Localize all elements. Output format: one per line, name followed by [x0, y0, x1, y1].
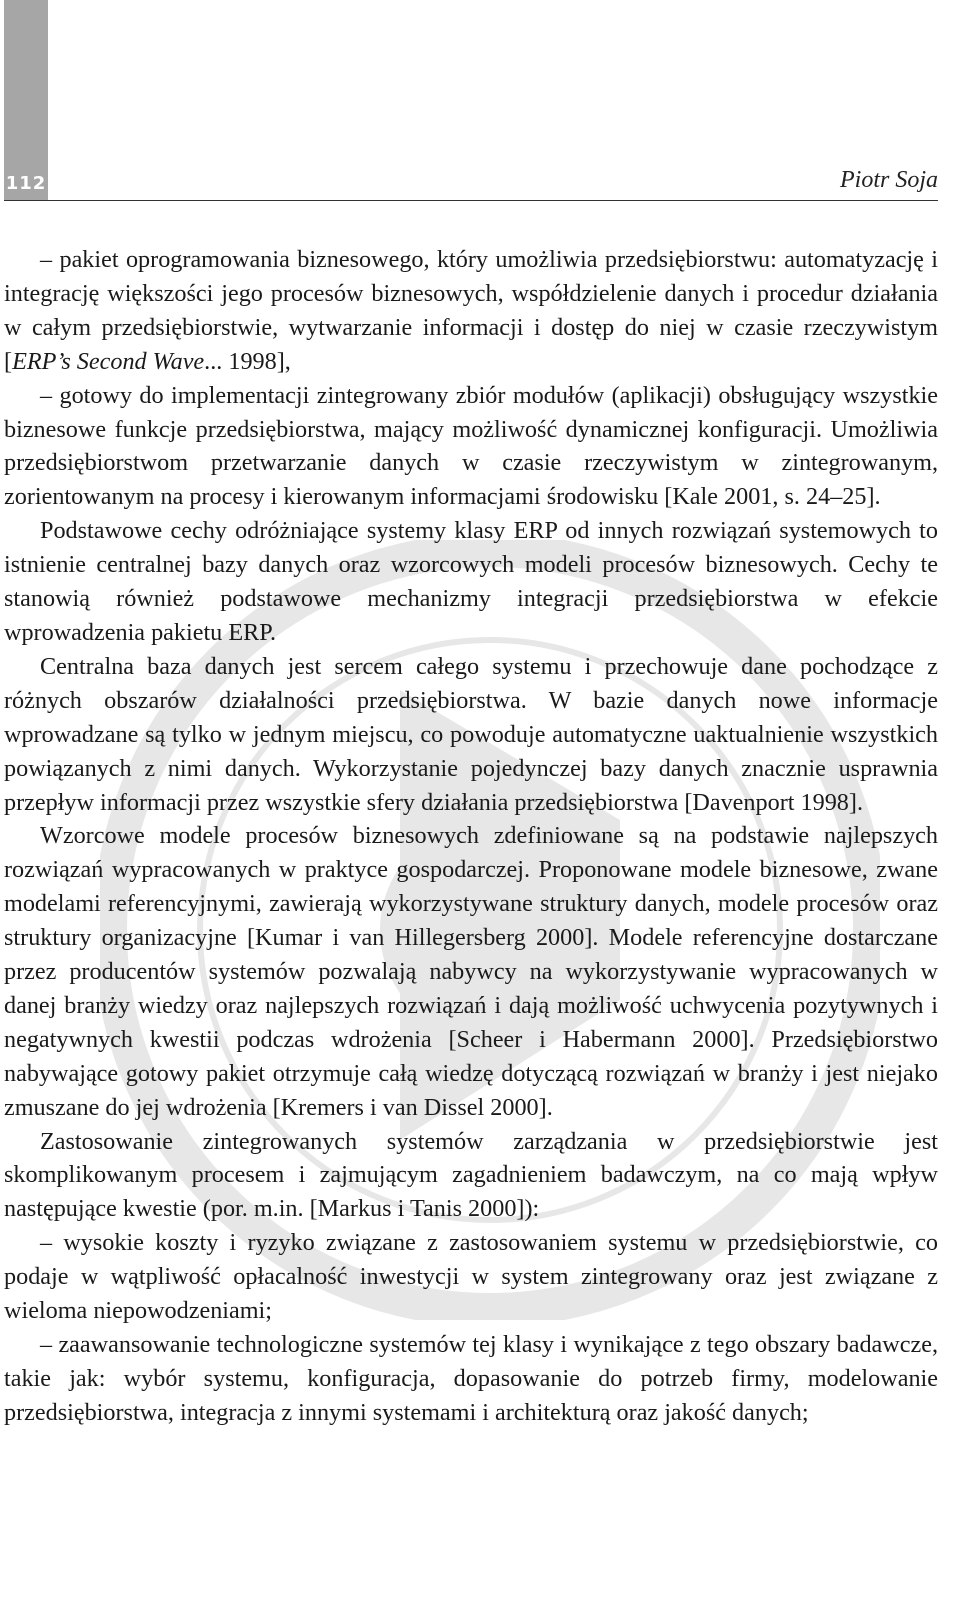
page-number-tab [4, 0, 48, 200]
list-item-technology: – zaawansowanie technologiczne systemów tej klasy i wynikające z tego obszary badawcze, takie jak: wybór systemu, konfiguracja, dopasowanie do potrzeb firmy, modelowanie przedsiębiorstwa, integracja z innymi systemami i architekturą oraz jakość danych; [4, 1331, 938, 1426]
paragraph-central-database: Centralna baza danych jest sercem całego systemu i przechowuje dane pochodzące z różnych obszarów działalności przedsiębiorstwa. W bazie danych nowe informacje wprowadzane są tylko w jednym miejscu, co powoduje automatyczne uaktualnienie wszystkich powiązanych z nimi danych. Wykorzystanie pojedynczej bazy danych znacznie usprawnia przepływ informacji przez wszystkie sfery działania przedsiębiorstwa [Davenport 1998]. [4, 652, 938, 816]
header-rule [4, 200, 938, 201]
paragraph-erp-features: Podstawowe cechy odróżniające systemy klasy ERP od innych rozwiązań systemowych to istnienie centralnej bazy danych oraz wzorcowych modeli procesów biznesowych. Cechy te stanowią również podstawowe mechanizmy integracji przedsiębiorstwa w efekcie wprowadzenia pakietu ERP. [4, 517, 938, 646]
page-number: 112 [5, 173, 47, 194]
list-item-costs-risk: – wysokie koszty i ryzyko związane z zastosowaniem systemu w przedsiębiorstwie, co podaje w wątpliwość opłacalność inwestycji w system zintegrowany oraz jest związane z wieloma niepowodzeniami; [4, 1229, 938, 1325]
running-header-author: Piotr Soja [839, 167, 938, 193]
paragraph-definition-1: – pakiet oprogramowania biznesowego, który umożliwia przedsiębiorstwu: automatyzację i integrację większości jego procesów biznesowych, współdzielenie danych i procedur działania w całym przedsiębiorstwie, wytwarzanie informacji i dostęp do niej w czasie rzeczywistym [ERP’s Second Wave... 1998], [4, 246, 938, 375]
paragraph-reference-models: Wzorcowe modele procesów biznesowych zdefiniowane są na podstawie najlepszych rozwiązań wypracowanych w praktyce gospodarczej. Proponowane modele biznesowe, zwane modelami referencyjnymi, zawierają wykorzystywane struktury danych, modele procesów oraz struktury organizacyjne [Kumar i van Hillegersberg 2000]. Modele referencyjne dostarczane przez producentów systemów pozwalają nabywcy na wykorzystywanie wypracowanych w danej branży wiedzy oraz najlepszych rozwiązań i dają możliwość uchwycenia pozytywnych i negatywnych kwestii podczas wdrożenia [Scheer i Habermann 2000]. Przedsiębiorstwo nabywające gotowy pakiet otrzymuje całą wiedzę dotyczącą rozwiązań w branży i jest niejako zmuszane do jej wdrożenia [Kremers i van Dissel 2000]. [4, 822, 938, 1121]
cited-title: ERP’s Second Wave [12, 347, 205, 375]
paragraph-definition-2: – gotowy do implementacji zintegrowany zbiór modułów (aplikacji) obsługujący wszystkie biznesowe funkcje przedsiębiorstwa, mający możliwość dynamicznej konfiguracji. Umożliwia przedsiębiorstwom przetwarzanie danych w czasie rzeczywistym w zintegrowanym, zorientowanym na procesy i kierowanym informacjami środowisku [Kale 2001, s. 24–25]. [4, 381, 938, 511]
body-text [4, 243, 938, 1430]
paragraph-implementation-issues: Zastosowanie zintegrowanych systemów zarządzania w przedsiębiorstwie jest skomplikowanym procesem i zajmującym zagadnieniem badawczym, na co mają wpływ następujące kwestie (por. m.in. [Markus i Tanis 2000]): [4, 1127, 938, 1223]
